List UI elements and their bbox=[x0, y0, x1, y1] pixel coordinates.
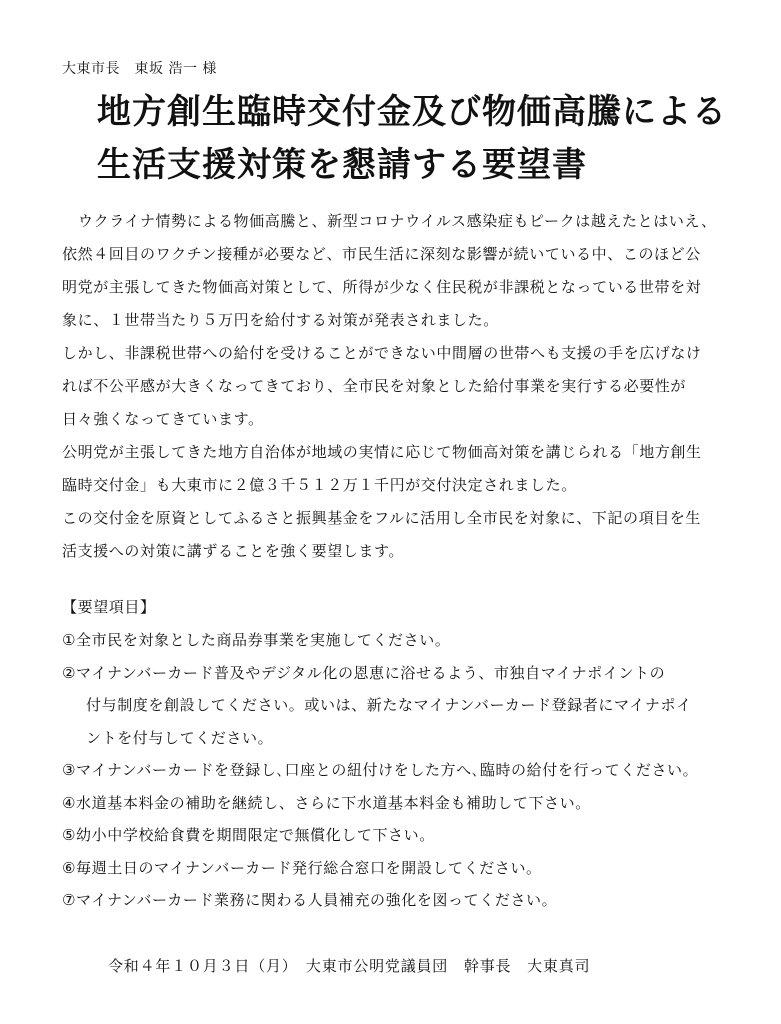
document-title bbox=[97, 86, 727, 192]
requests-list bbox=[62, 624, 752, 917]
body-line: 依然４回目のワクチン接種が必要など、市民生活に深刻な影響が続いている中、このほど公 bbox=[62, 245, 701, 263]
body-line: 明党が主張してきた物価高対策として、所得が少なく住民税が非課税となっている世帯を対 bbox=[62, 278, 702, 296]
request-item: ⑦マイナンバーカード業務に関わる人員補充の強化を図ってください。 bbox=[62, 891, 558, 909]
request-item-continuation: 付与制度を創設してください。或いは、新たなマイナンバーカード登録者にマイナポイ bbox=[86, 696, 692, 714]
title-line-2: 生活支援対策を懇請する要望書 bbox=[97, 145, 587, 185]
title-line-1: 地方創生臨時交付金及び物価高騰による bbox=[97, 92, 727, 132]
body-line: 臨時交付金」も大東市に２億３千５１２万１千円が交付決定されました。 bbox=[62, 476, 577, 494]
request-item: ⑥毎週土日のマイナンバーカード発行総合窓口を開設してください。 bbox=[62, 858, 542, 877]
request-item-continuation: ントを付与してください。 bbox=[86, 728, 274, 747]
request-item: ⑤幼小中学校給食費を期間限定で無償化して下さい。 bbox=[62, 826, 435, 844]
body-line: この交付金を原資としてふるさと振興基金をフルに活用し全市民を対象に、下記の項目を生 bbox=[62, 509, 702, 527]
body-line: 象に、１世帯当たり５万円を給付する対策が発表されました。 bbox=[62, 311, 499, 329]
footer-signature: 令和４年１０月３日（月） 大東市公明党議員団 幹事長 大東真司 bbox=[108, 957, 591, 975]
body-line: しかし、非課税世帯への給付を受けることができない中間層の世帯へも支援の手を広げなけ bbox=[62, 344, 702, 362]
body-paragraphs bbox=[62, 205, 742, 568]
request-item: ①全市民を対象とした商品券事業を実施してください。 bbox=[62, 631, 451, 649]
body-line: ウクライナ情勢による物価高騰と、新型コロナウイルス感染症もピークは越えたとはいえ、 bbox=[78, 212, 717, 230]
request-item: ④水道基本料金の補助を継続し、さらに下水道基本料金も補助して下さい。 bbox=[62, 793, 591, 812]
body-line: れば不公平感が大きくなってきており、全市民を対象とした給付事業を実行する必要性が bbox=[62, 377, 687, 395]
request-item: ③マイナンバーカードを登録し､口座との紐付けをした方へ､臨時の給付を行ってください。 bbox=[62, 761, 699, 779]
addressee: 大東市長 東坂 浩一 様 bbox=[62, 61, 217, 77]
request-item: ②マイナンバーカード普及やデジタル化の恩恵に浴せるよう、市独自マイナポイントの bbox=[62, 663, 666, 682]
body-line: 公明党が主張してきた地方自治体が地域の実情に応じて物価高対策を講じられる「地方創生 bbox=[62, 443, 702, 461]
body-line: 活支援への対策に講ずることを強く要望します。 bbox=[62, 542, 405, 560]
requests-heading: 【要望項目】 bbox=[62, 598, 156, 616]
body-line: 日々強くなってきています。 bbox=[62, 410, 264, 428]
